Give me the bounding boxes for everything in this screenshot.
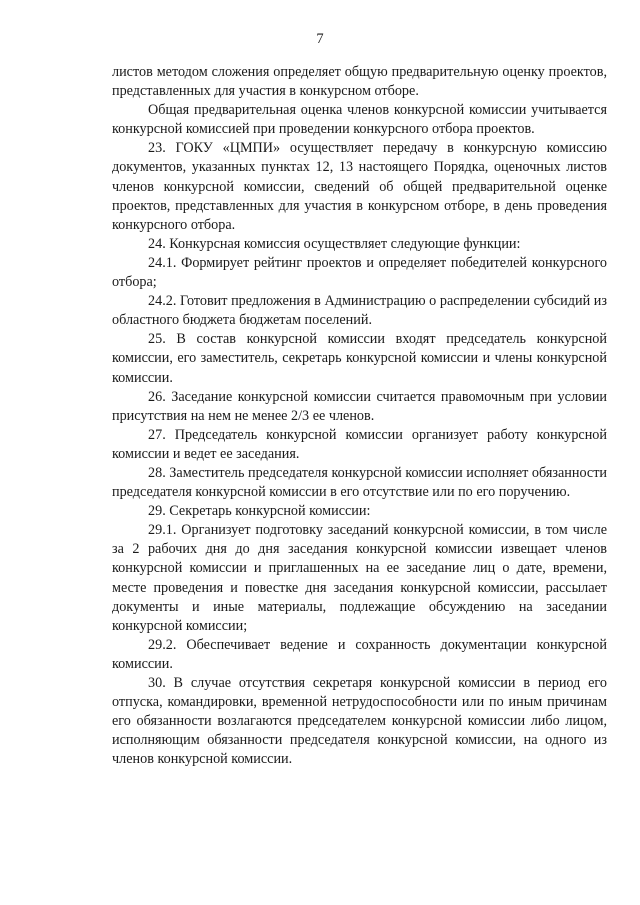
- paragraph-26: 26. Заседание конкурсной комиссии считается правомочным при условии присутствия на нем не менее 2/3 ее членов.: [112, 388, 607, 424]
- paragraph-27: 27. Председатель конкурсной комиссии организует работу конкурсной комиссии и ведет ее заседания.: [112, 426, 607, 462]
- paragraph-24-1: 24.1. Формирует рейтинг проектов и определяет победителей конкурсного отбора;: [112, 254, 607, 291]
- paragraph-28: 28. Заместитель председателя конкурсной комиссии исполняет обязанности председателя конкурсной комиссии в его отсутствие или по его поручению.: [112, 464, 607, 501]
- paragraph-29-2: 29.2. Обеспечивает ведение и сохранность документации конкурсной комиссии.: [112, 636, 607, 672]
- paragraph-preliminary-assessment: Общая предварительная оценка членов конкурсной комиссии учитывается конкурсной комиссией при проведении конкурсного отбора проектов.: [112, 102, 607, 138]
- page-number: 7: [316, 31, 324, 47]
- paragraph-30: 30. В случае отсутствия секретаря конкурсной комиссии в период его отпуска, командировки, временной нетрудоспособности или по иным причинам его обязанности возлагаются председателем конкурсной комиссии либо лицом, исполняющим обязанности председателя конкурсной комиссии, на одного из членов конкурсной комиссии.: [112, 675, 607, 768]
- paragraph-25: 25. В состав конкурсной комиссии входят председатель конкурсной комиссии, его заместитель, секретарь конкурсной комиссии и члены конкурсной комиссии.: [112, 331, 607, 386]
- paragraph-24: 24. Конкурсная комиссия осуществляет следующие функции:: [148, 235, 521, 252]
- paragraph-29: 29. Секретарь конкурсной комиссии:: [148, 503, 371, 520]
- paragraph-23: 23. ГОКУ «ЦМПИ» осуществляет передачу в конкурсную комиссию документов, указанных пунктах 12, 13 настоящего Порядка, оценочных листов членов конкурсной комиссии, сведений об общей предварительной оценке проектов, представленных для участия в конкурсном отборе, в день проведения конкурсного отбора.: [112, 140, 607, 233]
- paragraph-24-2: 24.2. Готовит предложения в Администрацию о распределении субсидий из областного бюджета бюджетам поселений.: [112, 293, 607, 329]
- paragraph-29-1: 29.1. Организует подготовку заседаний конкурсной комиссии, в том числе за 2 рабочих дня до дня заседания конкурсной комиссии извещает членов конкурсной комиссии и приглашенных на ее заседание лиц о дате, времени, месте проведения и повестке дня заседания конкурсной комиссии, рассылает документы и иные материалы, подлежащие обсуждению на заседании конкурсной комиссии;: [112, 522, 607, 634]
- paragraph-continuation: листов методом сложения определяет общую предварительную оценку проектов, представленных для участия в конкурсном отборе.: [112, 64, 607, 100]
- document-body: [112, 63, 607, 769]
